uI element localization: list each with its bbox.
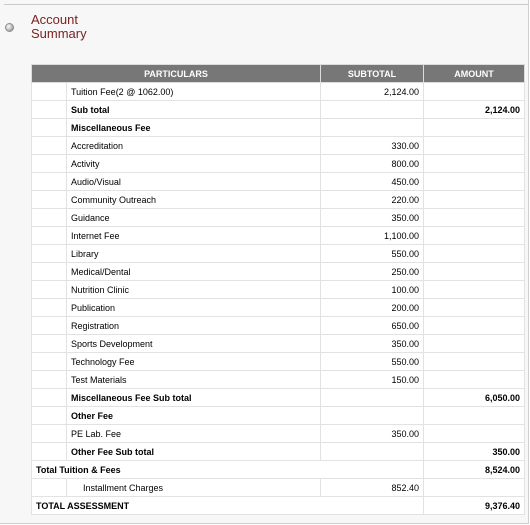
table-row [32, 245, 525, 263]
row-label: Guidance [67, 209, 321, 227]
row-label: Total Tuition & Fees [32, 461, 424, 479]
row-label: Tuition Fee(2 @ 1062.00) [67, 83, 321, 101]
column-header-amount: AMOUNT [424, 65, 525, 83]
row-amount: 350.00 [424, 443, 525, 461]
table-row [32, 443, 525, 461]
row-label: Other Fee Sub total [67, 443, 321, 461]
row-label: Miscellaneous Fee Sub total [67, 389, 321, 407]
row-subtotal: 650.00 [321, 317, 424, 335]
row-amount: 2,124.00 [424, 101, 525, 119]
row-subtotal: 100.00 [321, 281, 424, 299]
bullet-icon [5, 23, 14, 32]
account-summary-table [31, 64, 525, 515]
row-label: Medical/Dental [67, 263, 321, 281]
row-subtotal: 200.00 [321, 299, 424, 317]
row-subtotal: 220.00 [321, 191, 424, 209]
row-subtotal: 350.00 [321, 209, 424, 227]
section-label: Miscellaneous Fee [67, 119, 321, 137]
row-label: Technology Fee [67, 353, 321, 371]
table-row [32, 155, 525, 173]
row-amount: 8,524.00 [424, 461, 525, 479]
row-label: Sports Development [67, 335, 321, 353]
row-label: Activity [67, 155, 321, 173]
row-label: Registration [67, 317, 321, 335]
row-subtotal: 550.00 [321, 353, 424, 371]
row-subtotal: 350.00 [321, 425, 424, 443]
row-subtotal: 350.00 [321, 335, 424, 353]
table-row [32, 461, 525, 479]
table-row [32, 137, 525, 155]
row-amount: 9,376.40 [424, 497, 525, 515]
row-label: Sub total [67, 101, 321, 119]
row-label: Publication [67, 299, 321, 317]
row-subtotal: 550.00 [321, 245, 424, 263]
table-row [32, 479, 525, 497]
table-row [32, 209, 525, 227]
table-header-row [32, 65, 525, 83]
table-row [32, 227, 525, 245]
row-label: TOTAL ASSESSMENT [32, 497, 424, 515]
column-header-subtotal: SUBTOTAL [321, 65, 424, 83]
row-label: Community Outreach [67, 191, 321, 209]
table-row [32, 299, 525, 317]
table-row [32, 101, 525, 119]
row-label: Test Materials [67, 371, 321, 389]
row-subtotal: 150.00 [321, 371, 424, 389]
page-title: Account Summary [31, 12, 87, 41]
table-row [32, 317, 525, 335]
row-label: Audio/Visual [67, 173, 321, 191]
top-divider [4, 4, 528, 5]
row-subtotal: 1,100.00 [321, 227, 424, 245]
row-label: Nutrition Clinic [67, 281, 321, 299]
table-row [32, 407, 525, 425]
table-row [32, 353, 525, 371]
row-subtotal: 2,124.00 [321, 83, 424, 101]
table-row [32, 371, 525, 389]
column-header-particulars: PARTICULARS [32, 65, 321, 83]
row-subtotal: 450.00 [321, 173, 424, 191]
row-subtotal: 800.00 [321, 155, 424, 173]
row-label: Installment Charges [67, 479, 321, 497]
row-subtotal: 330.00 [321, 137, 424, 155]
table-row [32, 119, 525, 137]
row-label: Library [67, 245, 321, 263]
row-label: Internet Fee [67, 227, 321, 245]
table-row [32, 263, 525, 281]
table-row [32, 335, 525, 353]
section-label: Other Fee [67, 407, 321, 425]
table-row [32, 281, 525, 299]
row-subtotal: 852.40 [321, 479, 424, 497]
row-label: PE Lab. Fee [67, 425, 321, 443]
table-row [32, 173, 525, 191]
table-row [32, 497, 525, 515]
table-row [32, 191, 525, 209]
table-row [32, 389, 525, 407]
row-subtotal: 250.00 [321, 263, 424, 281]
row-amount: 6,050.00 [424, 389, 525, 407]
table-row [32, 83, 525, 101]
table-row [32, 425, 525, 443]
row-label: Accreditation [67, 137, 321, 155]
